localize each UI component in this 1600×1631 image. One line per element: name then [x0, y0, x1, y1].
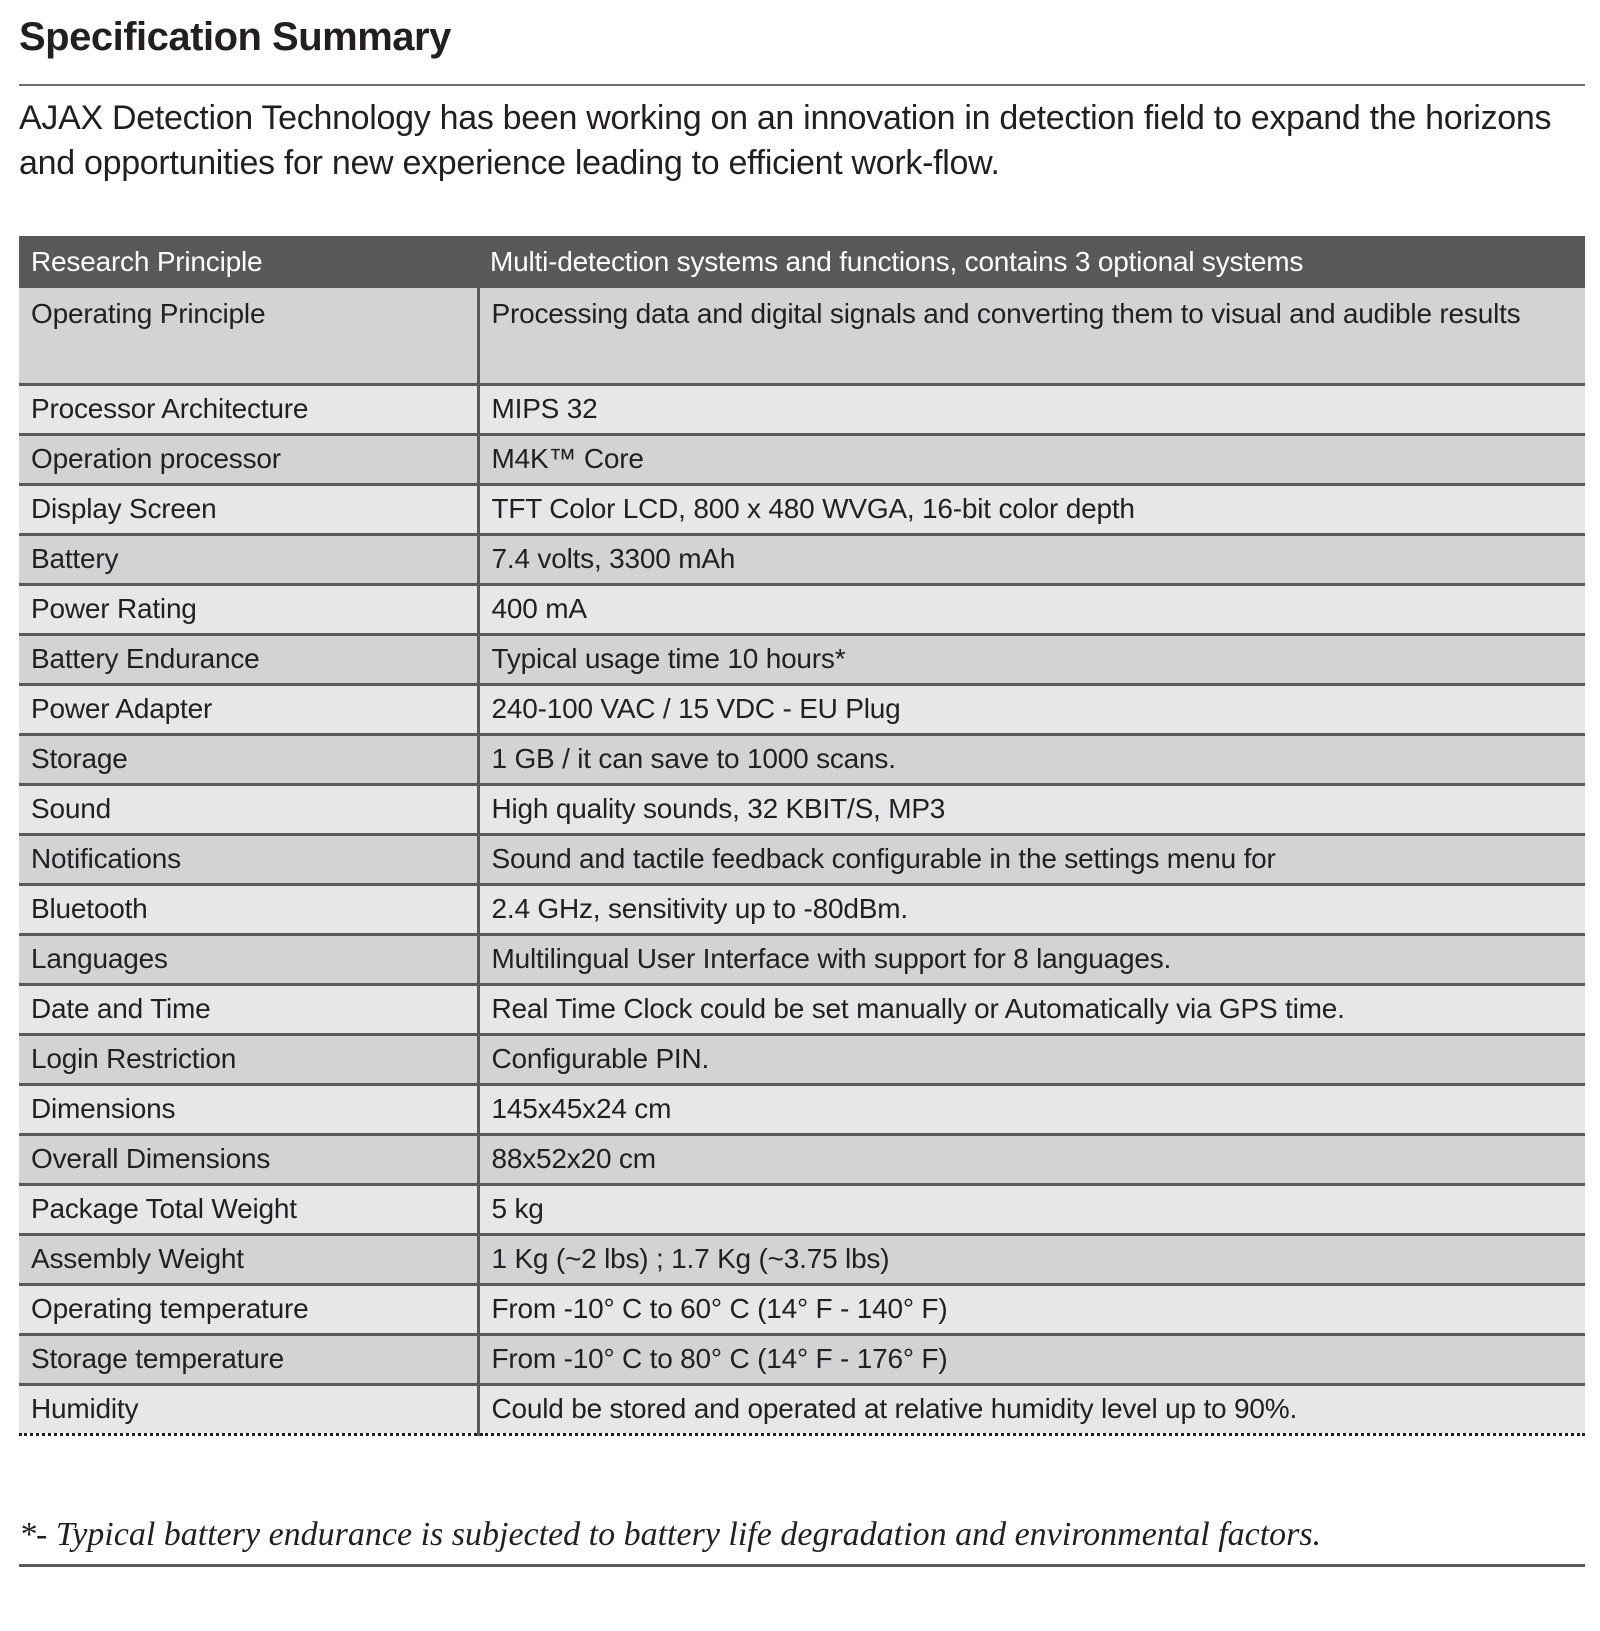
spec-label: Assembly Weight — [19, 1234, 478, 1284]
table-row — [19, 484, 1585, 534]
table-row — [19, 1034, 1585, 1084]
table-row — [19, 734, 1585, 784]
specification-table — [19, 236, 1585, 1436]
spec-label: Languages — [19, 934, 478, 984]
spec-value: 145x45x24 cm — [478, 1084, 1585, 1134]
table-row — [19, 1334, 1585, 1384]
spec-value: 1 Kg (~2 lbs) ; 1.7 Kg (~3.75 lbs) — [478, 1234, 1585, 1284]
table-row — [19, 1234, 1585, 1284]
footnote: *- Typical battery endurance is subjected to battery life degradation and environmental factors. — [19, 1516, 1322, 1553]
spec-label: Login Restriction — [19, 1034, 478, 1084]
spec-label: Dimensions — [19, 1084, 478, 1134]
spec-label: Sound — [19, 784, 478, 834]
spec-label: Package Total Weight — [19, 1184, 478, 1234]
page-title: Specification Summary — [19, 15, 451, 59]
spec-value: M4K™ Core — [478, 434, 1585, 484]
spec-value: 2.4 GHz, sensitivity up to -80dBm. — [478, 884, 1585, 934]
table-row — [19, 1184, 1585, 1234]
spec-value: Real Time Clock could be set manually or Automatically via GPS time. — [478, 984, 1585, 1034]
table-row — [19, 534, 1585, 584]
table-row — [19, 384, 1585, 434]
spec-value: Configurable PIN. — [478, 1034, 1585, 1084]
spec-label: Bluetooth — [19, 884, 478, 934]
spec-label: Humidity — [19, 1384, 478, 1434]
table-row — [19, 434, 1585, 484]
spec-value: 5 kg — [478, 1184, 1585, 1234]
title-divider — [19, 84, 1585, 86]
spec-value: 88x52x20 cm — [478, 1134, 1585, 1184]
spec-label: Storage temperature — [19, 1334, 478, 1384]
spec-label: Power Adapter — [19, 684, 478, 734]
table-row — [19, 684, 1585, 734]
table-row — [19, 1084, 1585, 1134]
spec-value: 1 GB / it can save to 1000 scans. — [478, 734, 1585, 784]
spec-value: Could be stored and operated at relative humidity level up to 90%. — [478, 1384, 1585, 1434]
table-row — [19, 584, 1585, 634]
table-header-row — [19, 236, 1585, 288]
spec-label: Processor Architecture — [19, 384, 478, 434]
table-row — [19, 884, 1585, 934]
spec-value: Multilingual User Interface with support for 8 languages. — [478, 934, 1585, 984]
spec-label: Operation processor — [19, 434, 478, 484]
spec-label: Notifications — [19, 834, 478, 884]
spec-value: 400 mA — [478, 584, 1585, 634]
spec-value: Processing data and digital signals and converting them to visual and audible results — [478, 288, 1585, 384]
table-row — [19, 1134, 1585, 1184]
table-row — [19, 934, 1585, 984]
spec-label: Operating Principle — [19, 288, 478, 384]
spec-value: 7.4 volts, 3300 mAh — [478, 534, 1585, 584]
spec-value: Sound and tactile feedback configurable in the settings menu for — [478, 834, 1585, 884]
table-row — [19, 634, 1585, 684]
table-row — [19, 784, 1585, 834]
table-row — [19, 1284, 1585, 1334]
spec-label: Battery — [19, 534, 478, 584]
intro-paragraph: AJAX Detection Technology has been working on an innovation in detection field to expand the horizons and opportunities for new experience leading to efficient work-flow. — [19, 99, 1552, 182]
table-row — [19, 288, 1585, 384]
spec-label: Storage — [19, 734, 478, 784]
spec-label: Overall Dimensions — [19, 1134, 478, 1184]
spec-value: 240-100 VAC / 15 VDC - EU Plug — [478, 684, 1585, 734]
header-value-cell: Multi-detection systems and functions, contains 3 optional systems — [478, 236, 1585, 288]
spec-label: Operating temperature — [19, 1284, 478, 1334]
spec-value: MIPS 32 — [478, 384, 1585, 434]
table-row — [19, 984, 1585, 1034]
table-row — [19, 834, 1585, 884]
footer-divider — [19, 1564, 1585, 1567]
header-label-cell: Research Principle — [19, 236, 478, 288]
spec-label: Display Screen — [19, 484, 478, 534]
table-row — [19, 1384, 1585, 1434]
spec-value: Typical usage time 10 hours* — [478, 634, 1585, 684]
spec-label: Date and Time — [19, 984, 478, 1034]
spec-label: Power Rating — [19, 584, 478, 634]
spec-value: From -10° C to 80° C (14° F - 176° F) — [478, 1334, 1585, 1384]
spec-value: High quality sounds, 32 KBIT/S, MP3 — [478, 784, 1585, 834]
spec-label: Battery Endurance — [19, 634, 478, 684]
spec-value: TFT Color LCD, 800 x 480 WVGA, 16-bit color depth — [478, 484, 1585, 534]
spec-value: From -10° C to 60° C (14° F - 140° F) — [478, 1284, 1585, 1334]
